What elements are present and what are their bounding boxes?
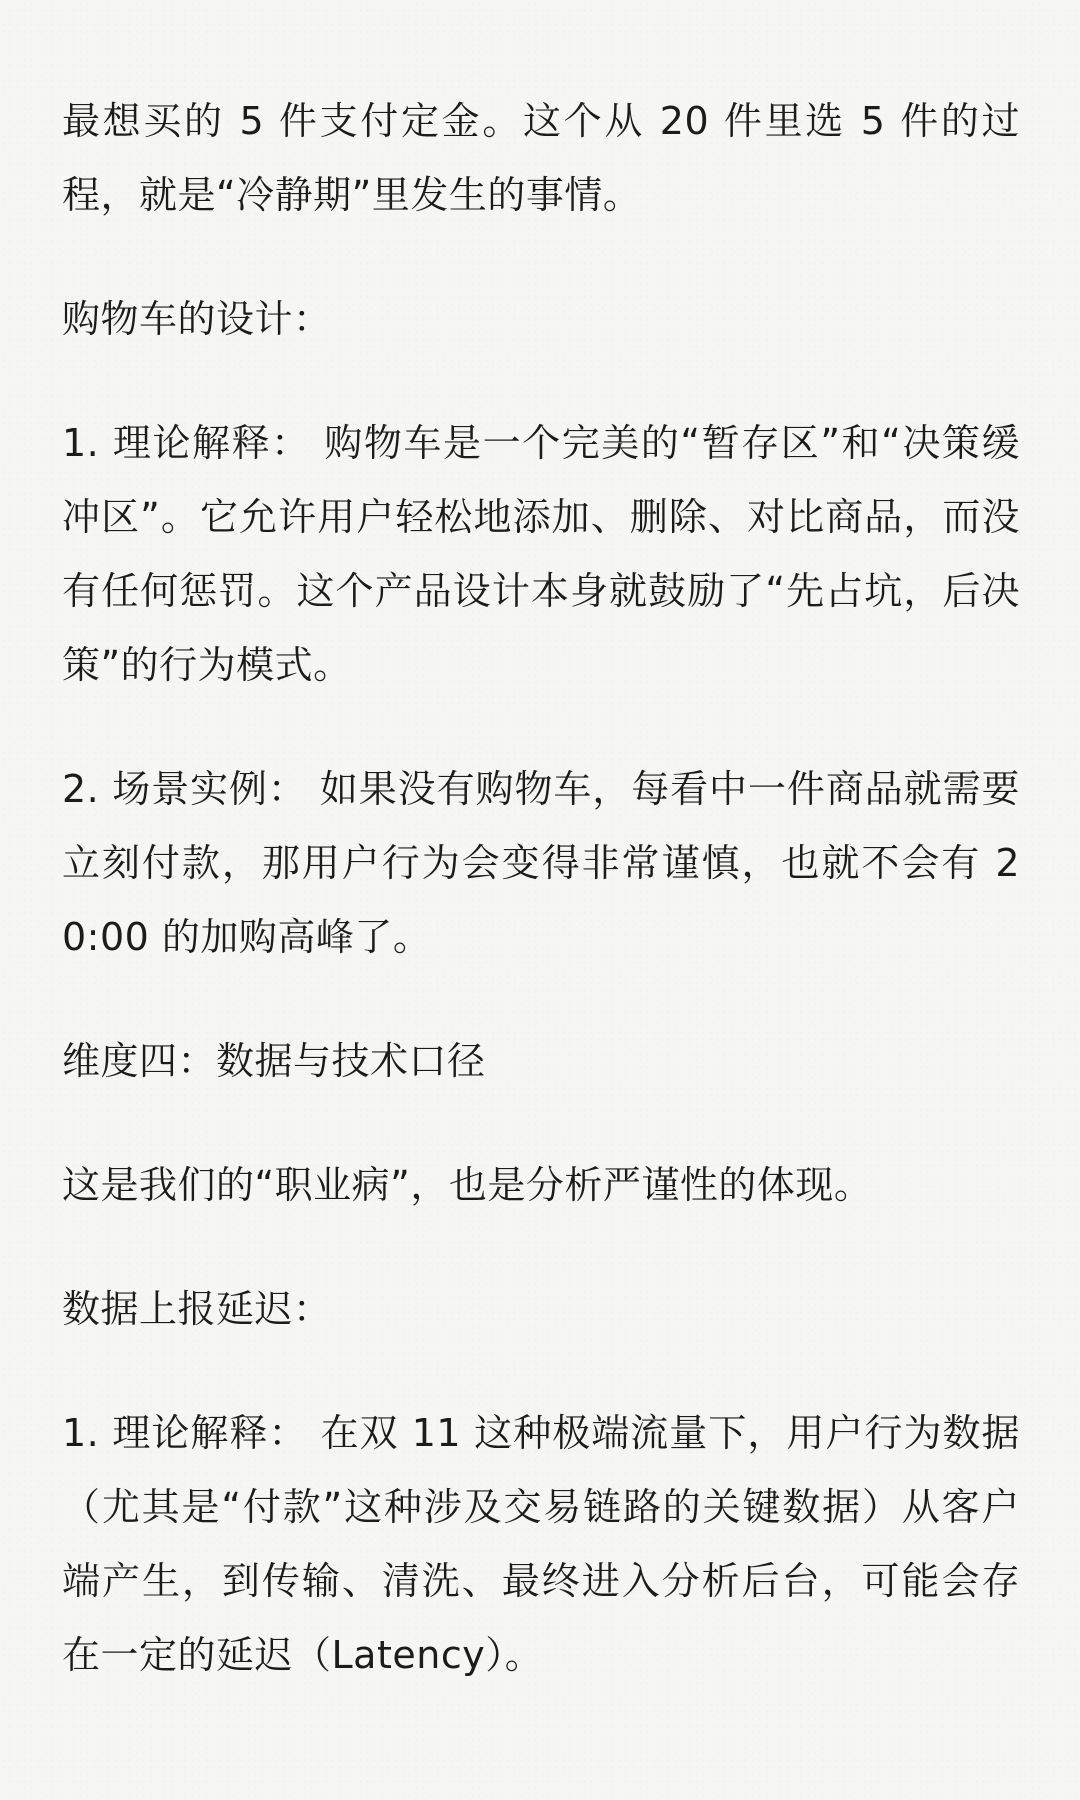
paragraph-gap bbox=[62, 1346, 1020, 1396]
paragraph-intro-continuation: 最想买的 5 件支付定金。这个从 20 件里选 5 件的过程，就是“冷静期”里发生的事情。 bbox=[62, 99, 1020, 217]
paragraph-gap bbox=[62, 1098, 1020, 1148]
section-heading-dimension-four: 维度四：数据与技术口径 bbox=[62, 1039, 486, 1083]
paragraph-cart-theory: 1. 理论解释： 购物车是一个完美的“暂存区”和“决策缓冲区”。它允许用户轻松地添加、删除、对比商品，而没有任何惩罚。这个产品设计本身就鼓励了“先占坑，后决策”的行为模式。 bbox=[62, 421, 1020, 687]
section-heading-cart-design: 购物车的设计： bbox=[62, 297, 332, 341]
paragraph-latency-theory: 1. 理论解释： 在双 11 这种极端流量下，用户行为数据（尤其是“付款”这种涉及交易链路的关键数据）从客户端产生，到传输、清洗、最终进入分析后台，可能会存在一定的延迟（Latency）。 bbox=[62, 1411, 1020, 1677]
paragraph-gap bbox=[62, 232, 1020, 282]
paragraph-gap bbox=[62, 702, 1020, 752]
article-body bbox=[62, 84, 1020, 1692]
section-heading-data-latency: 数据上报延迟： bbox=[62, 1287, 332, 1331]
paragraph-gap bbox=[62, 974, 1020, 1024]
paragraph-professional-habit: 这是我们的“职业病”，也是分析严谨性的体现。 bbox=[62, 1163, 873, 1207]
paragraph-gap bbox=[62, 1222, 1020, 1272]
paragraph-cart-example: 2. 场景实例： 如果没有购物车，每看中一件商品就需要立刻付款，那用户行为会变得非常谨慎，也就不会有 20:00 的加购高峰了。 bbox=[62, 767, 1020, 959]
paragraph-gap bbox=[62, 356, 1020, 406]
